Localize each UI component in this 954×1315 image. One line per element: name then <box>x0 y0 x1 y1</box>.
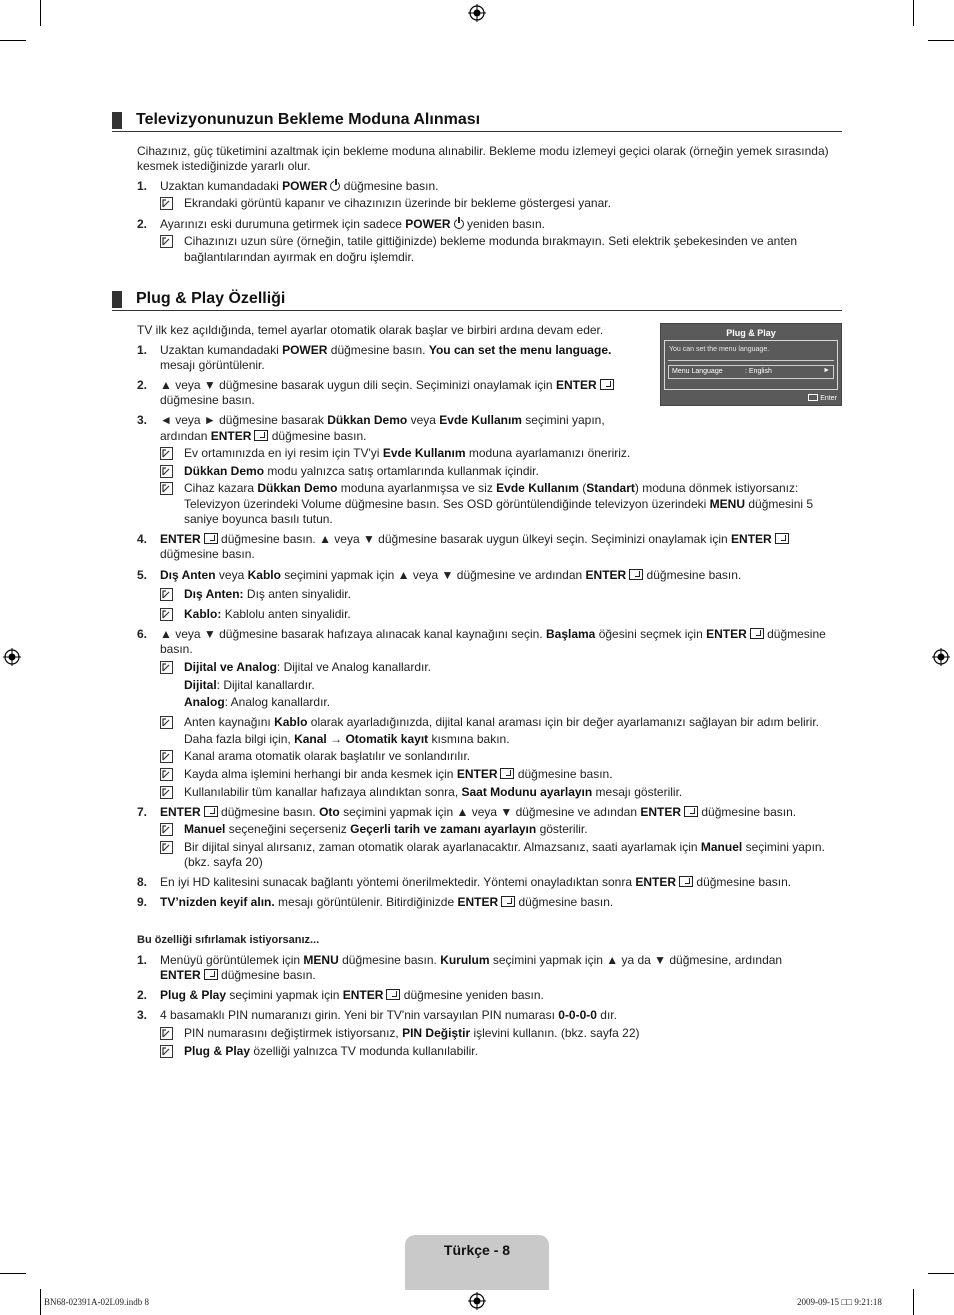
note-icon <box>160 716 173 729</box>
note-icon <box>160 588 173 601</box>
divider <box>668 360 834 361</box>
print-datetime: 2009-09-15 □□ 9:21:18 <box>797 1297 882 1307</box>
note-icon <box>160 482 173 495</box>
step-text: Plug & Play seçimini yapmak için ENTER düğmesine yeniden basın. <box>160 988 544 1002</box>
power-icon <box>454 219 464 229</box>
step-text: ▲ veya ▼ düğmesine basarak hafızaya alınacak kanal kaynağını seçin. Başlama öğesini seçmek için ENTER düğmesine <box>160 627 826 641</box>
step-text: Dış Anten veya Kablo seçimini yapmak için ▲ veya ▼ düğmesine ve ardından ENTER düğmesine basın. <box>160 568 742 582</box>
note-text: bağlantılarından ayırmak en doğru işlemdir. <box>184 250 415 264</box>
note-icon <box>160 1027 173 1040</box>
note-text: Kanal arama otomatik olarak başlatılır ve sonlandırılır. <box>184 749 471 763</box>
section-heading-standby <box>112 111 842 132</box>
page-number: Türkçe - 8 <box>443 1242 511 1258</box>
note-icon <box>160 608 173 621</box>
step-text: düğmesine basın. <box>160 547 255 561</box>
step-number: 9. <box>137 895 148 909</box>
registration-mark-icon <box>468 4 486 22</box>
crop-mark <box>928 40 954 41</box>
step-number: 2. <box>137 217 148 231</box>
paragraph: kesmek istediğinizde yararlı olur. <box>137 159 311 173</box>
note-text: Dijital ve Analog: Dijital ve Analog kanallardır. <box>184 660 431 674</box>
heading-bar <box>112 291 122 308</box>
note-text: Ev ortamınızda en iyi resim için TV'yi Evde Kullanım moduna ayarlamanızı öneririz. <box>184 446 631 460</box>
osd-menu-language-row[interactable] <box>668 365 834 379</box>
note-text: Dijital: Dijital kanallardır. <box>184 678 315 692</box>
step-text: düğmesine basın. <box>160 393 255 407</box>
step-text: mesajı görüntülenir. <box>160 358 265 372</box>
enter-icon <box>204 533 218 544</box>
paragraph: Cihazınız, güç tüketimini azaltmak için bekleme moduna alınabilir. Bekleme modu izlemeyi geçici olarak (örneğin yemek sırasında) <box>137 144 829 158</box>
osd-title: Plug & Play <box>726 328 776 338</box>
note-text: Dış Anten: Dış anten sinyalidir. <box>184 587 351 601</box>
step-text: ENTER düğmesine basın. <box>160 968 316 982</box>
step-number: 1. <box>137 179 148 193</box>
note-text: Plug & Play özelliği yalnızca TV modunda kullanılabilir. <box>184 1044 478 1058</box>
note-text: Dükkan Demo modu yalnızca satış ortamlarında kullanmak içindir. <box>184 464 539 478</box>
note-text: Kayda alma işlemini herhangi bir anda kesmek için ENTER düğmesine basın. <box>184 767 613 781</box>
note-text: Kablo: Kablolu anten sinyalidir. <box>184 607 351 621</box>
note-text: Cihazınızı uzun süre (örneğin, tatile gittiğinizde) bekleme modunda bırakmayın. Seti elektrik şebekesinden ve anten <box>184 234 798 248</box>
note-icon <box>160 841 173 854</box>
step-text: Ayarınızı eski durumuna getirmek için sadece POWER yeniden basın. <box>160 217 545 231</box>
registration-mark-icon <box>468 1292 486 1310</box>
step-number: 3. <box>137 413 148 427</box>
note-text: Manuel seçeneğini seçerseniz Geçerli tarih ve zamanı ayarlayın gösterilir. <box>184 822 588 836</box>
osd-row-value: : English <box>745 368 772 375</box>
note-text: Analog: Analog kanallardır. <box>184 695 331 709</box>
step-number: 2. <box>137 988 148 1002</box>
osd-row-label: Menu Language <box>672 368 723 375</box>
heading-bar <box>112 112 122 129</box>
enter-icon <box>204 806 218 817</box>
osd-footer: Enter <box>808 394 837 402</box>
registration-mark-icon <box>3 648 21 666</box>
enter-icon <box>501 896 515 907</box>
print-file-info: BN68-02391A-02L09.indb 8 <box>44 1297 149 1307</box>
step-text: ardından ENTER düğmesine basın. <box>160 429 367 443</box>
note-text: Daha fazla bilgi için, Kanal → Otomatik kayıt kısmına bakın. <box>184 732 510 746</box>
enter-icon <box>775 533 789 544</box>
enter-icon <box>750 628 764 639</box>
registration-mark-icon <box>932 648 950 666</box>
step-number: 7. <box>137 805 148 819</box>
enter-icon <box>254 430 268 441</box>
step-number: 2. <box>137 378 148 392</box>
section-title: Televizyonunuzun Bekleme Moduna Alınması <box>136 111 481 128</box>
enter-icon <box>600 379 614 390</box>
step-number: 1. <box>137 953 148 967</box>
note-icon <box>160 235 173 248</box>
note-icon <box>160 768 173 781</box>
step-text: ENTER düğmesine basın. ▲ veya ▼ düğmesine basarak uygun ülkeyi seçin. Seçiminizi onaylamak için ENTER <box>160 531 789 547</box>
section-heading-plug-play <box>112 290 842 311</box>
paragraph: TV ilk kez açıldığında, temel ayarlar otomatik olarak başlar ve birbiri ardına devam eder. <box>137 323 604 337</box>
note-text: Ekrandaki görüntü kapanır ve cihazınızın üzerinde bir bekleme göstergesi yanar. <box>184 196 611 210</box>
step-text: Menüyü görüntülemek için MENU düğmesine basın. Kurulum seçimini yapmak için ▲ ya da ▼ düğmesine, ardından <box>160 953 783 967</box>
crop-mark <box>0 1273 26 1274</box>
osd-screen <box>660 323 842 406</box>
note-text: Anten kaynağını Kablo olarak ayarladığınızda, dijital kanal araması için bir değer ayarlamanızı sağlayan bir adım belirir. <box>184 715 820 729</box>
osd-panel <box>664 340 838 390</box>
step-number: 5. <box>137 568 148 582</box>
power-icon <box>330 181 340 191</box>
step-number: 1. <box>137 343 148 357</box>
crop-mark <box>0 40 26 41</box>
enter-icon <box>204 969 218 980</box>
note-icon <box>160 786 173 799</box>
enter-icon <box>386 989 400 1000</box>
note-icon <box>160 1045 173 1058</box>
step-text: ENTER düğmesine basın. Oto seçimini yapmak için ▲ veya ▼ düğmesine ve adından ENTER düğmesine basın. <box>160 805 797 819</box>
note-text: Kullanılabilir tüm kanallar hafızaya alındıktan sonra, Saat Modunu ayarlayın mesajı gösterilir. <box>184 785 683 799</box>
section-title: Plug & Play Özelliği <box>136 290 286 307</box>
note-text: PIN numarasını değiştirmek istiyorsanız, PIN Değiştir işlevini kullanın. (bkz. sayfa 22) <box>184 1026 640 1040</box>
step-number: 4. <box>137 532 148 546</box>
note-icon <box>160 750 173 763</box>
step-text: 4 basamaklı PIN numaranızı girin. Yeni bir TV'nin varsayılan PIN numarası 0-0-0-0 dır. <box>160 1008 617 1022</box>
note-text: saniye boyunca basılı tutun. <box>184 512 333 526</box>
crop-mark <box>913 1289 914 1315</box>
enter-icon <box>808 394 818 401</box>
step-text: ◄ veya ► düğmesine basarak Dükkan Demo veya Evde Kullanım seçimini yapın, <box>160 413 605 427</box>
enter-icon <box>679 876 693 887</box>
crop-mark <box>40 1289 41 1315</box>
note-text: Bir dijital sinyal alırsanız, zaman otomatik olarak ayarlanacaktır. Almazsanız, saati ayarlamak için Manuel seçimini yapın. <box>184 840 825 854</box>
note-icon <box>160 823 173 836</box>
crop-mark <box>913 0 914 26</box>
note-icon <box>160 197 173 210</box>
enter-icon <box>500 768 514 779</box>
note-text: Televizyon üzerindeki Volume düğmesine basın. Ses OSD görüntülendiğinde televizyon üzerindeki MENU düğmesini 5 <box>184 497 814 511</box>
step-number: 3. <box>137 1008 148 1022</box>
enter-icon <box>629 569 643 580</box>
note-text: (bkz. sayfa 20) <box>184 855 263 869</box>
crop-mark <box>40 0 41 26</box>
page-number-tab <box>405 1235 549 1290</box>
note-icon <box>160 447 173 460</box>
step-text: basın. <box>160 642 193 656</box>
step-number: 8. <box>137 875 148 889</box>
osd-message: You can set the menu language. <box>669 346 770 353</box>
crop-mark <box>928 1273 954 1274</box>
step-text: TV’nizden keyif alın. mesajı görüntülenir. Bitirdiğinizde ENTER düğmesine basın. <box>160 895 614 909</box>
step-text: En iyi HD kalitesini sunacak bağlantı yöntemi önerilmektedir. Yöntemi onayladıktan sonra ENTER düğmesine basın. <box>160 875 792 889</box>
step-text: Uzaktan kumandadaki POWER düğmesine basın. You can set the menu language. <box>160 343 612 357</box>
note-text: Cihaz kazara Dükkan Demo moduna ayarlanmışsa ve siz Evde Kullanım (Standart) moduna dönmek istiyorsanız: <box>184 481 799 495</box>
enter-icon <box>684 806 698 817</box>
arrow-right-icon: ► <box>823 367 830 374</box>
step-text: Uzaktan kumandadaki POWER düğmesine basın. <box>160 179 439 193</box>
step-number: 6. <box>137 627 148 641</box>
note-icon <box>160 465 173 478</box>
subheading-reset: Bu özelliği sıfırlamak istiyorsanız... <box>137 934 320 946</box>
note-icon <box>160 661 173 674</box>
step-text: ▲ veya ▼ düğmesine basarak uygun dili seçin. Seçiminizi onaylamak için ENTER <box>160 377 614 393</box>
